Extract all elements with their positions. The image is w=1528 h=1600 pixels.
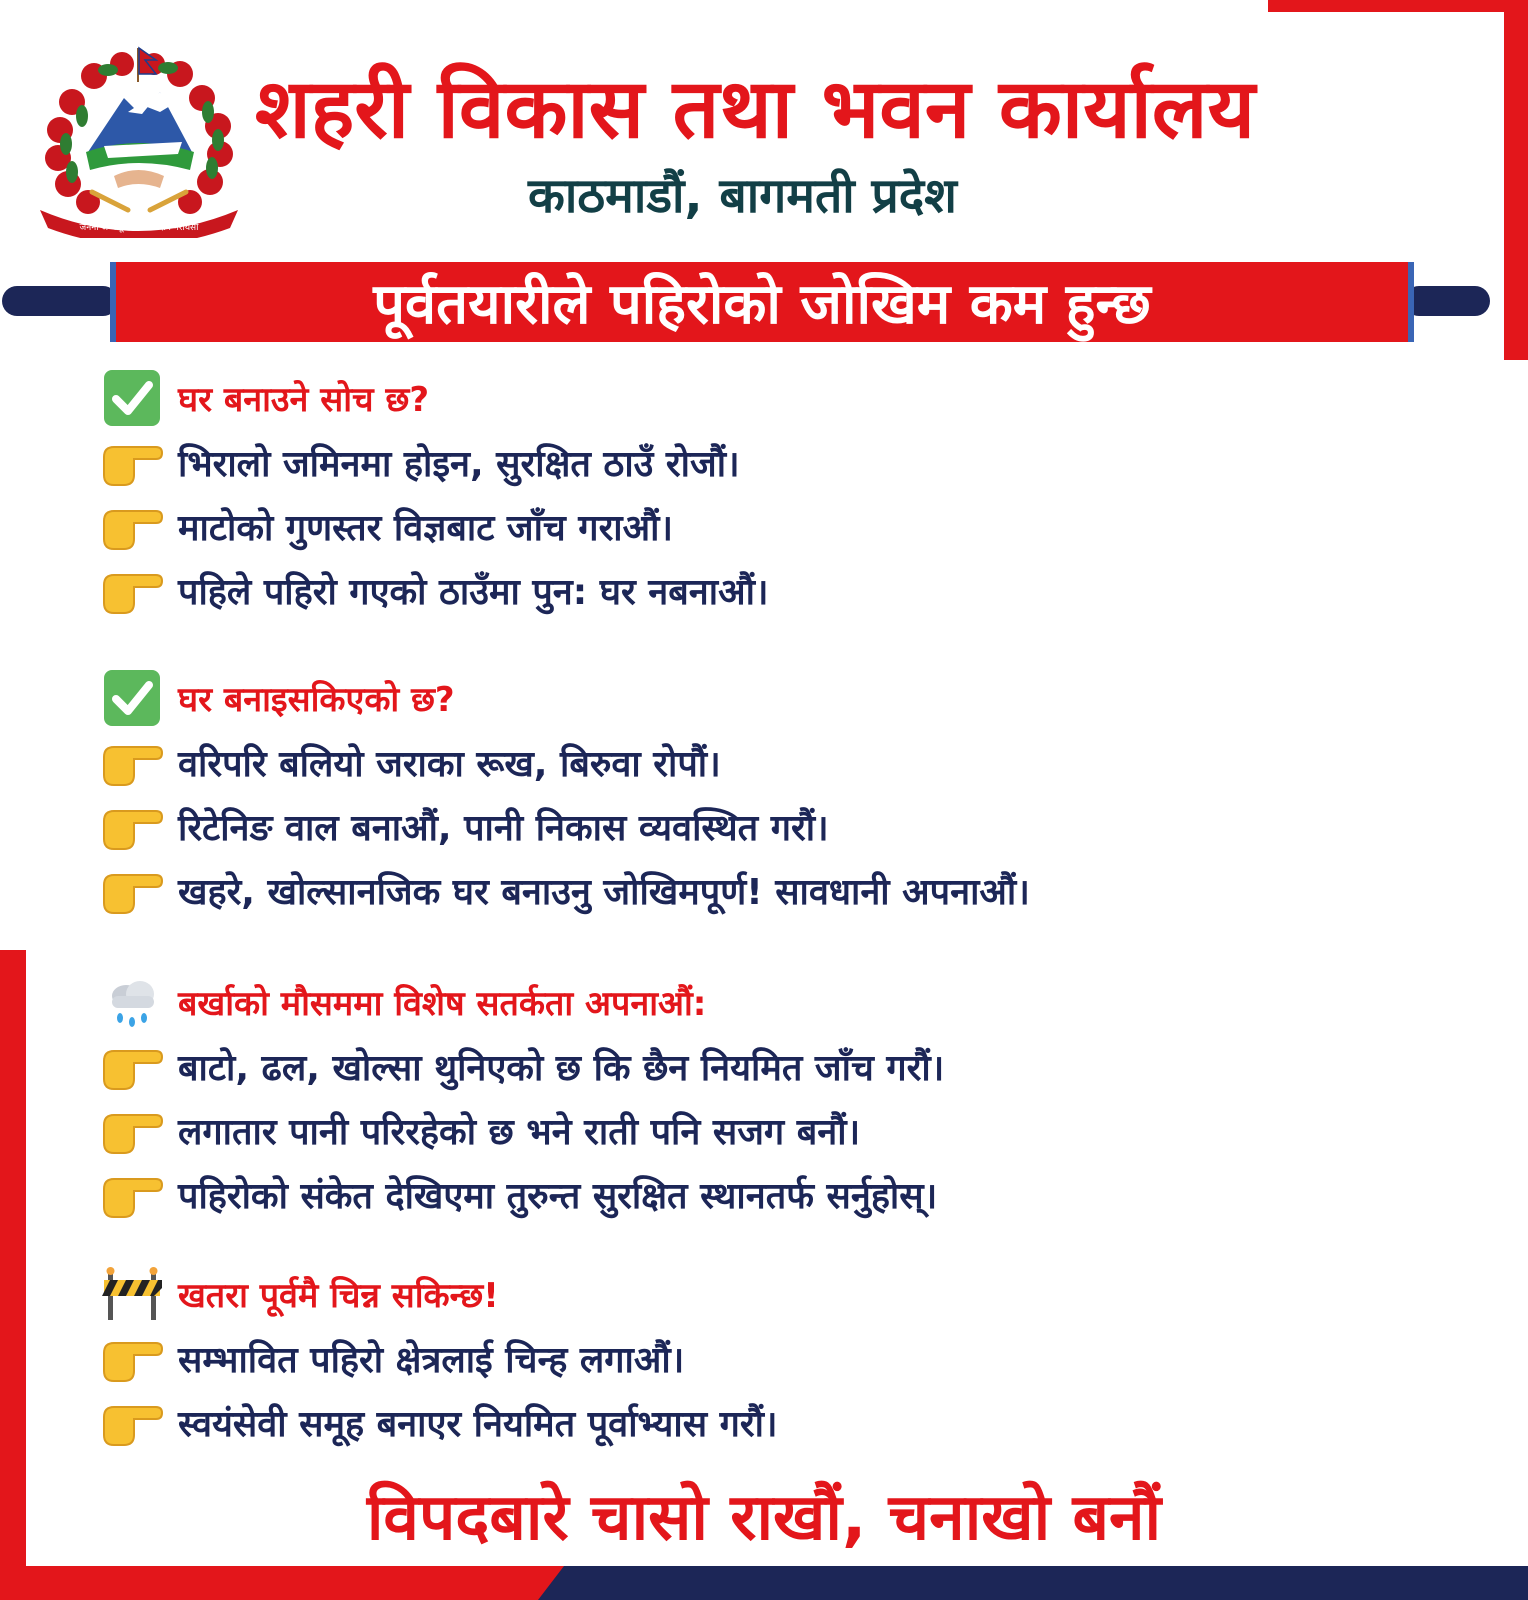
list-item	[100, 794, 1030, 858]
headline-banner	[110, 262, 1414, 342]
list-item-text: स्वयंसेवी समूह बनाएर नियमित पूर्वाभ्यास गरौं।	[178, 1403, 778, 1445]
check-mark-icon	[100, 366, 164, 430]
section-heading	[100, 366, 769, 430]
section-heading	[100, 970, 944, 1034]
office-title: शहरी विकास तथा भवन कार्यालय	[255, 62, 1256, 157]
list-item-text: पहिरोको संकेत देखिएमा तुरुन्त सुरक्षित स्थानतर्फ सर्नुहोस्।	[178, 1175, 938, 1217]
frame-bottom-navy-accent	[538, 1566, 1528, 1600]
section-title: घर बनाइसकिएको छ?	[178, 680, 455, 720]
list-item-text: रिटेनिङ वाल बनाऔं, पानी निकास व्यवस्थित गरौं।	[178, 807, 829, 849]
section-house-built	[100, 666, 1030, 922]
nepal-emblem-logo	[32, 42, 246, 238]
list-item-text: खहरे, खोल्सानजिक घर बनाउनु जोखिमपूर्ण! सावधानी अपनाऔं।	[178, 871, 1030, 913]
list-item	[100, 558, 769, 622]
list-item-text: सम्भावित पहिरो क्षेत्रलाई चिन्ह लगाऔं।	[178, 1339, 685, 1381]
svg-text:जननी जन्मभूमिश्च स्वर्गादपि गर: जननी जन्मभूमिश्च स्वर्गादपि गरीयसी	[79, 223, 199, 233]
list-item	[100, 1034, 944, 1098]
pointing-hand-icon	[100, 1395, 164, 1449]
list-item	[100, 1098, 944, 1162]
headline-text: पूर्वतयारीले पहिरोको जोखिम कम हुन्छ	[373, 272, 1151, 337]
section-title: घर बनाउने सोच छ?	[178, 380, 430, 420]
pointing-hand-icon	[100, 1103, 164, 1157]
rain-cloud-icon	[100, 970, 164, 1034]
section-title: बर्खाको मौसममा विशेष सतर्कता अपनाऔं:	[178, 984, 707, 1024]
pointing-hand-icon	[100, 435, 164, 489]
pointing-hand-icon	[100, 735, 164, 789]
footer-slogan: विपदबारे चासो राखौं, चनाखो बनौं	[366, 1481, 1162, 1555]
list-item-text: लगातार पानी परिरहेको छ भने राती पनि सजग बनौं।	[178, 1111, 861, 1153]
pointing-hand-icon	[100, 499, 164, 553]
list-item	[100, 430, 769, 494]
list-item-text: माटोको गुणस्तर विज्ञबाट जाँच गराऔं।	[178, 507, 674, 549]
section-title: खतरा पूर्वमै चिन्न सकिन्छ!	[178, 1276, 499, 1316]
list-item-text: बाटो, ढल, खोल्सा थुनिएको छ कि छैन नियमित जाँच गरौं।	[178, 1047, 945, 1089]
section-identify-danger	[100, 1262, 778, 1454]
pointing-hand-icon	[100, 863, 164, 917]
list-item-text: वरिपरि बलियो जराका रूख, बिरुवा रोपौं।	[178, 743, 721, 785]
barrier-icon	[100, 1262, 164, 1326]
frame-top-accent	[1268, 0, 1528, 12]
list-item	[100, 1162, 944, 1226]
section-rainy-season	[100, 970, 944, 1226]
frame-right-accent	[1504, 0, 1528, 360]
section-heading	[100, 666, 1030, 730]
list-item	[100, 730, 1030, 794]
list-item	[100, 494, 769, 558]
pointing-hand-icon	[100, 1167, 164, 1221]
pointing-hand-icon	[100, 563, 164, 617]
list-item	[100, 858, 1030, 922]
list-item-text: भिरालो जमिनमा होइन, सुरक्षित ठाउँ रोजौं।	[178, 443, 740, 485]
pointing-hand-icon	[100, 799, 164, 853]
banner-line-right	[1404, 286, 1490, 316]
pointing-hand-icon	[100, 1331, 164, 1385]
section-heading	[100, 1262, 778, 1326]
office-location: काठमाडौं, बागमती प्रदेश	[528, 168, 957, 224]
list-item	[100, 1326, 778, 1390]
list-item-text: पहिले पहिरो गएको ठाउँमा पुन: घर नबनाऔं।	[178, 571, 769, 613]
banner-line-left	[2, 286, 118, 316]
list-item	[100, 1390, 778, 1454]
section-building-plan	[100, 366, 769, 622]
pointing-hand-icon	[100, 1039, 164, 1093]
check-mark-icon	[100, 666, 164, 730]
